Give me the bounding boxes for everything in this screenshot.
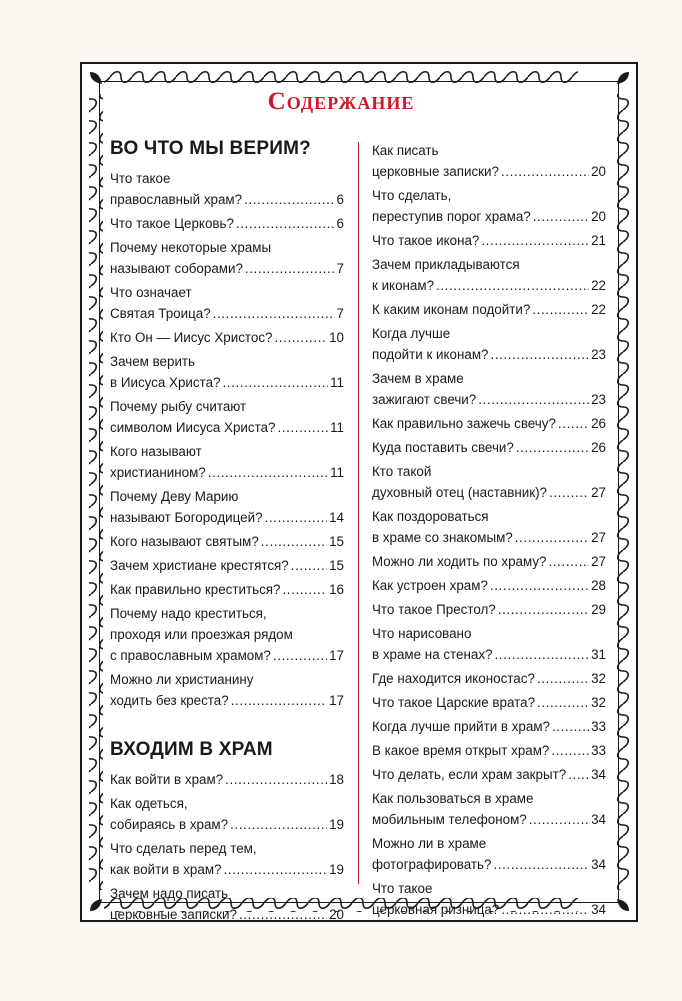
toc-entry[interactable] [372,254,606,296]
toc-page-number: 20 [329,907,344,922]
dot-leader [236,213,335,234]
toc-entry-text: как войти в храм? [110,862,222,877]
dot-leader [494,644,589,665]
toc-entry-text: Как войти в храм? [110,772,224,787]
dot-leader [223,859,327,880]
toc-entry-text: Зачем в храме [372,371,464,386]
toc-page-number: 22 [591,278,606,293]
toc-entry-text: Как пользоваться в храме [372,791,534,806]
toc-entry-text: Зачем христиане крестятся? [110,558,289,573]
toc-entry-text: собираясь в храм? [110,817,229,832]
toc-entry-last-line [110,462,344,483]
toc-entry[interactable] [110,351,344,393]
toc-entry-text: Почему рыбу считают [110,399,247,414]
dot-leader [568,764,589,785]
dot-leader [274,327,327,348]
toc-page-number: 11 [330,465,344,480]
dot-leader [558,413,589,434]
toc-entry-text: фотографировать? [372,857,492,872]
toc-page-number: 26 [591,416,606,431]
toc-page-number: 15 [329,534,344,549]
toc-entry-text: с православным храмом? [110,648,271,663]
toc-entry-text: Что такое Царские врата? [372,695,536,710]
dot-leader [208,462,328,483]
toc-entry-text: называют Богородицей? [110,510,263,525]
toc-entry-text: Когда лучше прийти в храм? [372,719,550,734]
dot-leader [498,599,589,620]
toc-page-number: 34 [591,857,606,872]
toc-page-number: 19 [329,862,344,877]
toc-entry-text: проходя или проезжая рядом [110,627,293,642]
dot-leader [282,579,327,600]
section-heading: ВХОДИМ В ХРАМ [110,739,273,760]
toc-entry[interactable] [110,213,344,234]
toc-entry[interactable] [372,833,606,875]
toc-page-number: 23 [591,347,606,362]
toc-entry-text: В какое время открыт храм? [372,743,550,758]
toc-entry-text: Кто Он — Иисус Христос? [110,330,273,345]
toc-entry[interactable] [372,506,606,548]
toc-right-column [372,140,606,923]
toc-page-number: 7 [336,306,344,321]
toc-entry[interactable] [110,237,344,279]
toc-entry[interactable] [110,282,344,324]
toc-entry-text: Как правильно креститься? [110,582,281,597]
toc-entry[interactable] [372,788,606,830]
toc-entry-last-line [372,644,606,665]
toc-page-number: 34 [591,767,606,782]
dot-leader [291,555,327,576]
toc-entry-text: зажигают свечи? [372,392,477,407]
toc-entry[interactable] [372,623,606,665]
toc-entry-last-line [110,303,344,324]
dot-leader [532,299,589,320]
toc-entry-last-line [372,575,606,596]
toc-entry-last-line [372,161,606,182]
toc-entry[interactable] [110,669,344,711]
toc-entry[interactable] [110,486,344,528]
dot-leader [222,372,328,393]
toc-page-number: 33 [591,719,606,734]
toc-entry-text: Кого называют святым? [110,534,259,549]
toc-page-number: 7 [336,261,344,276]
toc-entry-last-line [110,189,344,210]
toc-entry-last-line [110,372,344,393]
dot-leader [239,904,327,925]
page-title: Содержание [267,88,415,115]
toc-entry-text: ходить без креста? [110,693,229,708]
toc-page-number: 28 [591,578,606,593]
toc-entry-last-line [372,692,606,713]
toc-page-number: 23 [591,392,606,407]
toc-page-number: 17 [329,648,344,663]
toc-entry-text: к иконам? [372,278,435,293]
dot-leader [515,527,589,548]
dot-leader [265,507,328,528]
toc-entry[interactable] [372,437,606,458]
toc-entry[interactable] [372,551,606,572]
dot-leader [481,230,589,251]
toc-entry-text: Что означает [110,285,192,300]
dot-leader [551,740,589,761]
toc-entry-text: Зачем верить [110,354,196,369]
toc-entry[interactable] [372,461,606,503]
toc-entry[interactable] [372,323,606,365]
toc-page-number: 15 [329,558,344,573]
toc-entry-text: Как устроен храм? [372,578,488,593]
toc-entry[interactable] [372,575,606,596]
toc-entry-text: Святая Троица? [110,306,211,321]
toc-entry-last-line [372,668,606,689]
toc-entry-text: Что такое Престол? [372,602,496,617]
toc-page-number: 21 [591,233,606,248]
toc-entry[interactable] [372,692,606,713]
toc-page-number: 19 [329,817,344,832]
toc-entry-text: Что такое [110,171,171,186]
toc-page-number: 27 [591,530,606,545]
toc-entry-last-line [110,904,344,925]
toc-entry-last-line [110,417,344,438]
toc-entry-text: мобильным телефоном? [372,812,527,827]
toc-page-number: 11 [330,420,344,435]
toc-entry-last-line [372,389,606,410]
toc-page-number: 22 [591,302,606,317]
toc-page-number: 32 [591,671,606,686]
toc-left-column [110,138,344,928]
toc-page-number: 11 [330,375,344,390]
toc-entry-last-line [372,482,606,503]
dot-leader [493,854,589,875]
toc-page-number: 18 [329,772,344,787]
toc-entry-text: подойти к иконам? [372,347,489,362]
toc-entry-last-line [110,555,344,576]
dot-leader [549,482,589,503]
toc-entry[interactable] [372,764,606,785]
toc-entry-text: Кто такой [372,464,432,479]
dot-leader [533,206,589,227]
toc-page-number: 32 [591,695,606,710]
toc-page-number: 6 [336,192,344,207]
toc-entry-last-line [110,690,344,711]
toc-entry-text: Почему надо креститься, [110,606,267,621]
column-divider [358,142,359,884]
toc-entry[interactable] [110,396,344,438]
toc-entry-last-line [110,645,344,666]
toc-entry-last-line [110,327,344,348]
toc-page-number: 16 [329,582,344,597]
toc-entry-last-line [372,809,606,830]
toc-entry-last-line [372,344,606,365]
dot-leader [230,814,327,835]
toc-entry-text: Куда поставить свечи? [372,440,514,455]
dot-leader [552,716,589,737]
toc-page-number: 31 [591,647,606,662]
toc-entry-text: называют соборами? [110,261,243,276]
toc-entry[interactable] [372,368,606,410]
dot-leader [491,344,590,365]
toc-page-number: 34 [591,902,606,917]
toc-page-number: 27 [591,554,606,569]
toc-entry-text: Кого называют [110,444,202,459]
toc-entry-text: Что сделать, [372,188,452,203]
toc-entry-text: Можно ли христианину [110,672,254,687]
toc-entry-text: христианином? [110,465,206,480]
toc-entry-last-line [372,716,606,737]
section-heading: ВО ЧТО МЫ ВЕРИМ? [110,138,311,159]
dot-leader [529,809,589,830]
toc-entry-last-line [110,531,344,552]
toc-entry[interactable] [110,441,344,483]
toc-page-number: 17 [329,693,344,708]
dot-leader [501,899,589,920]
toc-entry-text: церковные записки? [372,164,499,179]
dot-leader [548,551,589,572]
toc-entry-text: Как правильно зажечь свечу? [372,416,556,431]
dot-leader [231,690,327,711]
toc-entry[interactable] [372,230,606,251]
toc-entry-last-line [110,579,344,600]
toc-entry-text: Что сделать перед тем, [110,841,257,856]
toc-entry-text: переступив порог храма? [372,209,531,224]
dot-leader [537,668,589,689]
toc-entry-last-line [372,275,606,296]
toc-entry-text: Что такое [372,881,433,896]
toc-entry-text: Как поздороваться [372,509,489,524]
toc-entry[interactable] [110,793,344,835]
dot-leader [213,303,335,324]
toc-entry[interactable] [110,327,344,348]
toc-entry[interactable] [110,579,344,600]
toc-entry-text: в храме со знакомым? [372,530,513,545]
toc-entry-last-line [372,599,606,620]
toc-entry-text: Можно ли ходить по храму? [372,554,547,569]
toc-entry[interactable] [110,168,344,210]
toc-entry-text: церковные записки? [110,907,237,922]
dot-leader [273,645,327,666]
toc-page-number: 6 [336,216,344,231]
toc-entry-text: Как писать [372,143,439,158]
toc-entry-last-line [110,769,344,790]
dot-leader [537,692,589,713]
toc-entry-last-line [372,854,606,875]
toc-entry-text: в Иисуса Христа? [110,375,221,390]
toc-entry[interactable] [372,599,606,620]
toc-entry-last-line [372,899,606,920]
toc-entry[interactable] [110,838,344,880]
toc-entry-last-line [372,740,606,761]
toc-entry-text: Где находится иконостас? [372,671,535,686]
toc-entry-last-line [110,507,344,528]
toc-entry[interactable] [110,555,344,576]
toc-page-number: 33 [591,743,606,758]
dot-leader [245,258,335,279]
toc-entry-last-line [372,551,606,572]
dot-leader [501,161,589,182]
toc-entry[interactable] [110,769,344,790]
toc-entry-last-line [372,206,606,227]
dot-leader [516,437,589,458]
toc-entry-last-line [372,230,606,251]
toc-entry-last-line [110,258,344,279]
toc-entry-last-line [110,859,344,880]
toc-entry-last-line [110,814,344,835]
toc-entry[interactable] [372,299,606,320]
toc-entry-last-line [372,299,606,320]
toc-page-number: 27 [591,485,606,500]
toc-entry[interactable] [372,878,606,920]
toc-entry-last-line [110,213,344,234]
toc-entry-last-line [372,764,606,785]
toc-page-number: 14 [329,510,344,525]
toc-entry[interactable] [110,531,344,552]
toc-page-number: 10 [329,330,344,345]
toc-entry-text: Как одеться, [110,796,188,811]
toc-entry-last-line [372,413,606,434]
dot-leader [225,769,327,790]
toc-entry-text: православный храм? [110,192,243,207]
toc-page-number: 29 [591,602,606,617]
dot-leader [478,389,589,410]
toc-entry-text: К каким иконам подойти? [372,302,531,317]
toc-entry[interactable] [372,668,606,689]
toc-page-number: 20 [591,164,606,179]
toc-entry-text: Что такое Церковь? [110,216,234,231]
dot-leader [277,417,328,438]
toc-entry[interactable] [372,140,606,182]
toc-entry-last-line [372,437,606,458]
dot-leader [436,275,589,296]
toc-entry-text: в храме на стенах? [372,647,493,662]
toc-entry-text: символом Иисуса Христа? [110,420,276,435]
toc-entry-text: Можно ли в храме [372,836,487,851]
toc-entry-text: Что делать, если храм закрыт? [372,767,567,782]
toc-entry-text: Почему некоторые храмы [110,240,272,255]
toc-entry-text: Когда лучше [372,326,451,341]
toc-entry[interactable] [372,413,606,434]
toc-entry-text: Зачем прикладываются [372,257,520,272]
toc-page-number: 34 [591,812,606,827]
dot-leader [261,531,327,552]
toc-entry[interactable] [110,883,344,925]
toc-entry-text: Что нарисовано [372,626,472,641]
toc-entry-text: Зачем надо писать [110,886,229,901]
toc-page-number: 26 [591,440,606,455]
toc-entry[interactable] [372,185,606,227]
toc-page-number: 20 [591,209,606,224]
toc-entry[interactable] [372,740,606,761]
dot-leader [244,189,334,210]
dot-leader [490,575,589,596]
toc-entry[interactable] [110,603,344,666]
toc-entry-last-line [372,527,606,548]
toc-entry-text: Почему Деву Марию [110,489,239,504]
toc-entry-text: духовный отец (наставник)? [372,485,547,500]
toc-entry[interactable] [372,716,606,737]
toc-entry-text: церковная ризница? [372,902,500,917]
toc-entry-text: Что такое икона? [372,233,480,248]
